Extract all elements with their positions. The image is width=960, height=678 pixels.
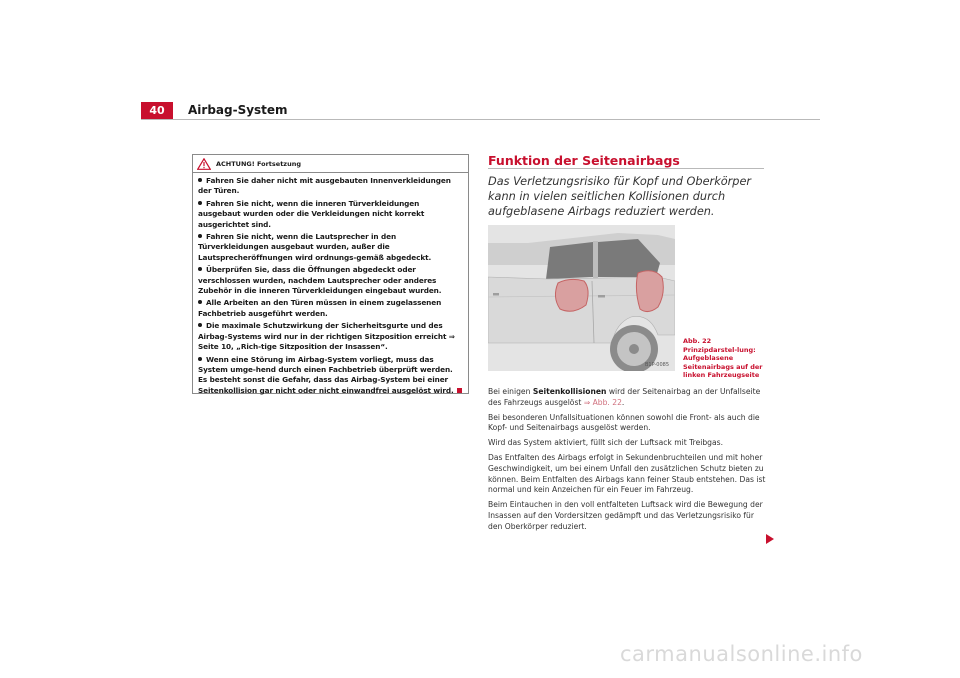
bullet-icon xyxy=(198,267,202,271)
bullet-icon xyxy=(198,234,202,238)
warning-item-text: Die maximale Schutzwirkung der Sicherheitsgurte und des Airbag-Systems wird nur in der richtigen Sitzposition erreicht ⇒ Seite 10, „Rich-tige Sitzposition der Insassen“. xyxy=(198,321,455,352)
next-page-arrow-icon xyxy=(766,534,774,544)
bullet-icon xyxy=(198,201,202,205)
chapter-title: Airbag-System xyxy=(188,103,288,117)
bullet-icon xyxy=(198,300,202,304)
paragraph: Bei besonderen Unfallsituationen können sowohl die Front- als auch die Kopf- und Seitenairbags ausgelöst werden. xyxy=(488,412,760,433)
warning-item-text: Fahren Sie daher nicht mit ausgebauten Innenverkleidungen der Türen. xyxy=(198,176,451,196)
paragraph: Das Entfalten des Airbags erfolgt in Sekundenbruchteilen und mit hoher Geschwindigkeit, um bei einem Unfall den zusätzlichen Schutz bieten zu können. Beim Entfalten des Airbags kann feiner Staub entstehen. Das ist normal und kein Anzeichen für ein Feuer im Fahrzeug. xyxy=(488,452,766,495)
warning-item xyxy=(198,355,464,397)
warning-item xyxy=(198,199,464,230)
section-lead: Das Verletzungsrisiko für Kopf und Oberkörper kann in vielen seitlichen Kollisionen durch aufgeblasene Airbags reduziert werden. xyxy=(488,175,752,219)
figure-code: B1P-0085 xyxy=(644,362,669,368)
warning-item xyxy=(198,265,464,296)
warning-item xyxy=(198,321,464,352)
header-divider xyxy=(141,119,820,120)
warning-header xyxy=(193,155,468,173)
bullet-icon xyxy=(198,323,202,327)
paragraph: Wird das System aktiviert, füllt sich der Luftsack mit Treibgas. xyxy=(488,438,724,448)
figure-reference-link[interactable]: ⇒ Abb. 22 xyxy=(583,397,622,407)
text-span: . xyxy=(621,397,625,407)
body-text xyxy=(488,387,768,537)
warning-list xyxy=(193,173,468,396)
bullet-icon xyxy=(198,178,202,182)
car-side-illustration xyxy=(488,225,675,371)
bold-term: Seitenkollisionen xyxy=(532,387,607,396)
warning-box xyxy=(192,154,469,394)
warning-item xyxy=(198,298,464,319)
section-title: Funktion der Seitenairbags xyxy=(488,153,680,168)
bullet-icon xyxy=(198,357,202,361)
figure-caption: Abb. 22 Prinzipdarstel-lung: Aufgeblasene Seitenairbags auf der linken Fahrzeugseite xyxy=(683,337,763,380)
watermark: carmanualsonline.info xyxy=(620,642,863,666)
section-divider xyxy=(488,168,764,169)
warning-item xyxy=(198,232,464,263)
warning-triangle-icon xyxy=(197,158,211,170)
paragraph: Beim Eintauchen in den voll entfalteten Luftsack wird die Bewegung der Insassen auf den Vordersitzen gedämpft und das Verletzungsrisiko für den Oberkörper reduziert. xyxy=(488,500,763,531)
text-span: Bei einigen xyxy=(488,387,533,396)
warning-item-text: Fahren Sie nicht, wenn die Lautsprecher in den Türverkleidungen ausgebaut wurden, außer die Lautsprecheröffnungen wird ordnungs-gemäß abgedeckt. xyxy=(198,232,432,262)
warning-item-text: Alle Arbeiten an den Türen müssen in einem zugelassenen Fachbetrieb ausgeführt werden. xyxy=(198,298,442,318)
warning-item-text: Fahren Sie nicht, wenn die inneren Türverkleidungen ausgebaut wurden oder die Verkleidungen nicht korrekt ausgerichtet sind. xyxy=(198,198,425,229)
warning-item-text: Überprüfen Sie, dass die Öffnungen abgedeckt oder verschlossen wurden, nachdem Lautsprecher oder anderes Zubehör in die inneren Türverkleidungen eingebaut wurden. xyxy=(198,265,442,296)
text-span: wird der Seitenairbag an der Unfallseite des Fahrzeugs ausgelöst xyxy=(488,387,761,407)
page-number: 40 xyxy=(141,102,173,119)
paragraph xyxy=(488,387,768,409)
side-airbag-figure xyxy=(488,225,675,371)
section-end-icon xyxy=(457,388,462,393)
warning-title: ACHTUNG! Fortsetzung xyxy=(216,159,301,168)
warning-item-text: Wenn eine Störung im Airbag-System vorliegt, muss das System umge-hend durch einen Fachbetrieb überprüft werden. Es besteht sonst die Gefahr, dass das Airbag-System bei einer Seitenkollision gar nicht oder nicht einwandfrei ausgelöst wird. xyxy=(198,354,454,395)
warning-item xyxy=(198,176,464,197)
